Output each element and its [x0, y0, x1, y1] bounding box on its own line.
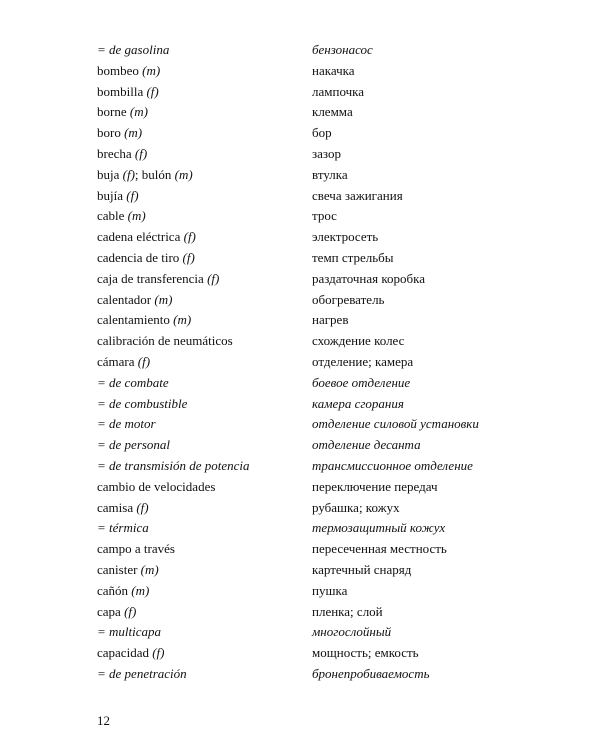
spanish-term	[97, 518, 149, 539]
russian-translation: накачка	[312, 62, 355, 78]
entry-row	[0, 186, 600, 207]
russian-translation: отделение силовой установки	[312, 416, 479, 432]
spanish-term	[97, 498, 149, 519]
spanish-term	[97, 123, 142, 144]
gender-marker: (m)	[131, 582, 150, 598]
entry-row	[0, 82, 600, 103]
russian-translation: пушка	[312, 582, 348, 598]
russian-translation: обогреватель	[312, 291, 385, 307]
term-text: = de transmisión de potencia	[97, 457, 250, 473]
gender-marker: (f)	[136, 499, 149, 515]
gender-marker: (f)	[134, 145, 148, 161]
term-text: = de penetración	[97, 665, 187, 681]
russian-translation: трансмиссионное отделение	[312, 457, 473, 473]
sub-entry-row	[0, 518, 600, 539]
entry-list	[0, 40, 600, 685]
entry-row	[0, 331, 600, 352]
russian-translation: бор	[312, 125, 332, 141]
spanish-term	[97, 61, 160, 82]
gender-marker: (m)	[140, 561, 159, 577]
spanish-term	[97, 394, 187, 415]
term-text: campo a través	[97, 541, 175, 557]
spanish-term	[97, 206, 146, 227]
russian-translation: бронепробиваемость	[312, 665, 430, 681]
spanish-term	[97, 643, 165, 664]
spanish-term	[97, 539, 175, 560]
sub-entry-row	[0, 394, 600, 415]
entry-row	[0, 227, 600, 248]
sub-entry-row	[0, 664, 600, 685]
term-text: = multicapa	[97, 624, 162, 640]
entry-row	[0, 165, 600, 186]
term-text: = de motor	[97, 416, 156, 432]
russian-translation: картечный снаряд	[312, 561, 412, 577]
term-text: bombeo	[97, 62, 139, 78]
term-text: calentamiento	[97, 312, 170, 328]
gender-marker: (m)	[127, 208, 146, 224]
gender-marker: (m)	[154, 291, 173, 307]
gender-marker: (f)	[183, 229, 196, 245]
gender-marker: (f)	[126, 187, 139, 203]
term-text: bujía	[97, 187, 123, 203]
entry-row	[0, 102, 600, 123]
russian-translation: нагрев	[312, 312, 349, 328]
russian-translation: клемма	[312, 104, 353, 120]
term-text-secondary: ; bulón	[134, 166, 172, 182]
term-text: cambio de velocidades	[97, 478, 216, 494]
gender-marker: (f)	[207, 270, 220, 286]
spanish-term	[97, 331, 233, 352]
spanish-term	[97, 435, 170, 456]
spanish-term	[97, 414, 156, 435]
spanish-term	[97, 664, 187, 685]
entry-row	[0, 602, 600, 623]
spanish-term	[97, 622, 161, 643]
term-text: boro	[97, 125, 121, 141]
entry-row	[0, 290, 600, 311]
russian-translation: бензонасос	[312, 42, 373, 57]
russian-translation: трос	[312, 208, 337, 224]
entry-row	[0, 123, 600, 144]
spanish-term	[97, 40, 169, 61]
entry-row	[0, 352, 600, 373]
entry-row	[0, 560, 600, 581]
entry-row	[0, 310, 600, 331]
russian-translation: пересеченная местность	[312, 541, 447, 557]
gender-marker: (f)	[182, 249, 195, 265]
russian-translation: термозащитный кожух	[312, 520, 446, 536]
gender-marker-secondary: (m)	[174, 166, 193, 182]
russian-translation: многослойный	[312, 624, 392, 640]
spanish-term	[97, 602, 136, 623]
sub-entry-row	[0, 456, 600, 477]
spanish-term	[97, 248, 195, 269]
gender-marker: (f)	[122, 166, 135, 182]
term-text: = de combustible	[97, 395, 188, 411]
term-text: = de personal	[97, 437, 171, 453]
term-text: bombilla	[97, 83, 144, 99]
term-text: cadencia de tiro	[97, 249, 180, 265]
entry-row	[0, 643, 600, 664]
term-text: = de combate	[97, 374, 169, 390]
russian-translation: схождение колес	[312, 333, 405, 349]
spanish-term	[97, 456, 249, 477]
russian-translation: втулка	[312, 166, 348, 182]
gender-marker: (m)	[124, 125, 143, 141]
spanish-term	[97, 102, 148, 123]
term-text: cámara	[97, 353, 135, 369]
entry-row	[0, 206, 600, 227]
russian-translation: отделение; камера	[312, 353, 414, 369]
spanish-term	[97, 227, 196, 248]
term-text: caja de transferencia	[97, 270, 204, 286]
entry-row	[0, 498, 600, 519]
term-text: brecha	[97, 145, 132, 161]
gender-marker: (f)	[124, 603, 137, 619]
entry-row	[0, 61, 600, 82]
entry-row	[0, 477, 600, 498]
russian-translation: раздаточная коробка	[312, 270, 426, 286]
spanish-term	[97, 290, 172, 311]
sub-entry-row	[0, 435, 600, 456]
russian-translation: пленка; слой	[312, 603, 383, 619]
sub-entry-row	[0, 414, 600, 435]
spanish-term	[97, 477, 215, 498]
term-text: calibración de neumáticos	[97, 333, 233, 349]
gender-marker: (m)	[129, 104, 148, 120]
spanish-term	[97, 82, 159, 103]
spanish-term	[97, 144, 147, 165]
term-text: camisa	[97, 499, 134, 515]
spanish-term	[97, 373, 169, 394]
term-text: canister	[97, 561, 138, 577]
term-text: cable	[97, 208, 125, 224]
term-text: capa	[97, 603, 121, 619]
gender-marker: (f)	[152, 645, 165, 661]
spanish-term	[97, 186, 139, 207]
spanish-term	[97, 165, 193, 186]
sub-entry-row	[0, 40, 600, 61]
spanish-term	[97, 560, 159, 581]
gender-marker: (m)	[173, 312, 192, 328]
term-text: cañón	[97, 582, 129, 598]
russian-translation: темп стрельбы	[312, 249, 394, 265]
entry-row	[0, 269, 600, 290]
entry-row	[0, 581, 600, 602]
russian-translation: мощность; емкость	[312, 645, 419, 661]
sub-entry-row	[0, 622, 600, 643]
russian-translation: переключение передач	[312, 478, 438, 494]
russian-translation: боевое отделение	[312, 374, 411, 390]
gender-marker: (f)	[146, 83, 159, 99]
russian-translation: электросеть	[312, 229, 379, 245]
spanish-term	[97, 310, 191, 331]
russian-translation: свеча зажигания	[312, 187, 403, 203]
term-text: = de gasolina	[97, 42, 170, 57]
spanish-term	[97, 352, 150, 373]
entry-row	[0, 539, 600, 560]
sub-entry-row	[0, 373, 600, 394]
term-text: cadena eléctrica	[97, 229, 181, 245]
term-text: buja	[97, 166, 120, 182]
term-text: calentador	[97, 291, 152, 307]
russian-translation: камера сгорания	[312, 395, 404, 411]
gender-marker: (f)	[137, 353, 151, 369]
russian-translation: лампочка	[312, 83, 365, 99]
term-text: borne	[97, 104, 127, 120]
term-text: = térmica	[97, 520, 149, 536]
page-number: 12	[97, 713, 110, 728]
spanish-term	[97, 269, 219, 290]
entry-row	[0, 144, 600, 165]
russian-translation: зазор	[312, 145, 341, 161]
term-text: capacidad	[97, 645, 149, 661]
russian-translation: отделение десанта	[312, 437, 421, 453]
gender-marker: (m)	[142, 62, 161, 78]
entry-row	[0, 248, 600, 269]
russian-translation: рубашка; кожух	[312, 499, 400, 515]
spanish-term	[97, 581, 149, 602]
